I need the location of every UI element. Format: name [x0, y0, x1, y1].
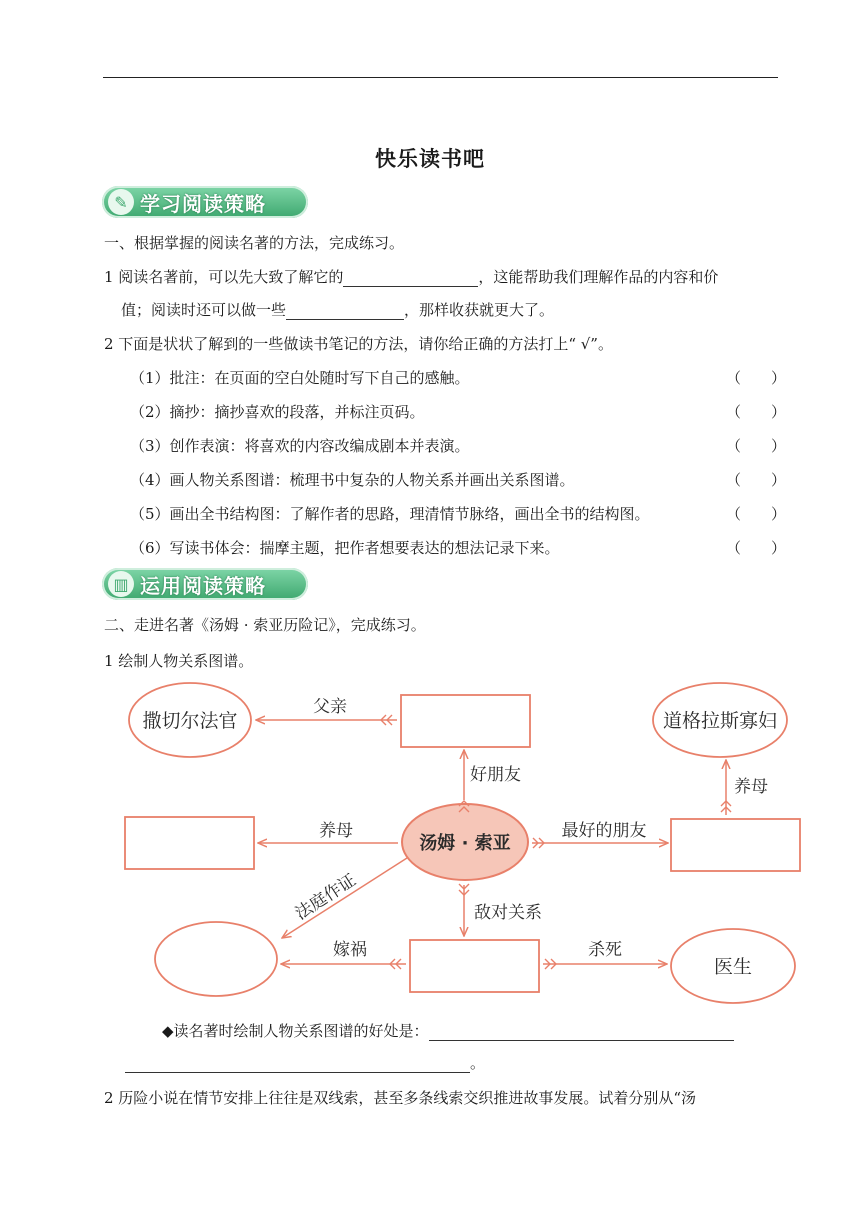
label-testify: 法庭作证 [291, 870, 360, 925]
q2-item-5: （5）画出全书结构图：了解作者的思路，理清情节脉络，画出全书的结构图。 [130, 505, 650, 523]
q2-intro: 2 下面是状状了解到的一些做读书笔记的方法，请你给正确的方法打上“ √”。 [104, 335, 613, 353]
label-good-friend: 好朋友 [470, 765, 521, 785]
q2-item-1: （1）批注：在页面的空白处随时写下自己的感触。 [130, 369, 470, 387]
label-father: 父亲 [313, 697, 347, 717]
label-kill: 杀死 [588, 940, 622, 960]
q1-line1-a: 1 阅读名著前，可以先大致了解它的 [104, 268, 344, 286]
label-frame: 嫁祸 [333, 940, 367, 960]
answer-paren-2[interactable]: （ ） [726, 403, 787, 421]
pencil-icon: ✎ [108, 189, 134, 215]
part1-heading: 一、根据掌握的阅读名著的方法，完成练习。 [104, 234, 405, 252]
center-node-label: 汤姆 · 索亚 [419, 833, 511, 854]
blank-box-bottom[interactable] [410, 940, 539, 992]
label-foster-left: 养母 [319, 821, 353, 841]
label-foster-right: 养母 [734, 777, 768, 797]
blank-box-top[interactable] [401, 695, 530, 747]
arrow-testify [282, 858, 407, 938]
benefit-line-2 [125, 1052, 485, 1073]
q2-item-6: （6）写读书体会：揣摩主题，把作者想要表达的想法记录下来。 [130, 539, 560, 557]
blank-box-left[interactable] [125, 817, 254, 869]
blank-ellipse-bottom-left[interactable] [155, 922, 277, 996]
doctor-node-label: 医生 [713, 956, 753, 978]
part2-q1-title: 1 绘制人物关系图谱。 [104, 652, 254, 670]
page-title: 快乐读书吧 [375, 147, 485, 171]
q2-item-4: （4）画人物关系图谱：梳理书中复杂的人物关系并画出关系图谱。 [130, 471, 575, 489]
answer-paren-1[interactable]: （ ） [726, 369, 787, 387]
q2-item-3: （3）创作表演：将喜欢的内容改编成剧本并表演。 [130, 437, 470, 455]
part2-q2-text: 2 历险小说在情节安排上往往是双线索，甚至多条线索交织推进故事发展。试着分别从“汤 [104, 1089, 696, 1107]
part2-heading: 二、走进名著《汤姆 · 索亚历险记》，完成练习。 [104, 616, 426, 634]
widow-node-label: 道格拉斯寡妇 [662, 710, 778, 732]
q1-line2-a: 值；阅读时还可以做一些 [121, 301, 287, 319]
judge-node-label: 撒切尔法官 [142, 710, 238, 732]
answer-paren-6[interactable]: （ ） [726, 539, 787, 557]
q1-line2-b: ，那样收获就更大了。 [404, 301, 555, 319]
blank-box-right[interactable] [671, 819, 800, 871]
label-best-friend: 最好的朋友 [561, 821, 647, 841]
benefit-blank-2[interactable] [125, 1072, 470, 1073]
answer-paren-5[interactable]: （ ） [726, 505, 787, 523]
benefit-period: 。 [470, 1054, 486, 1072]
apply-strategy-label: 运用阅读策略 [140, 573, 266, 598]
label-enemy: 敌对关系 [474, 903, 542, 923]
book-icon: ▥ [108, 571, 134, 597]
learn-strategy-label: 学习阅读策略 [140, 191, 266, 216]
benefit-label: ◆读名著时绘制人物关系图谱的好处是： [162, 1022, 429, 1040]
q2-item-2: （2）摘抄：摘抄喜欢的段落，并标注页码。 [130, 403, 425, 421]
benefit-line [162, 1020, 734, 1041]
benefit-blank-1[interactable] [429, 1040, 734, 1041]
answer-paren-4[interactable]: （ ） [726, 471, 787, 489]
answer-paren-3[interactable]: （ ） [726, 437, 787, 455]
q1-line1-b: ，这能帮助我们理解作品的内容和价 [478, 268, 719, 286]
